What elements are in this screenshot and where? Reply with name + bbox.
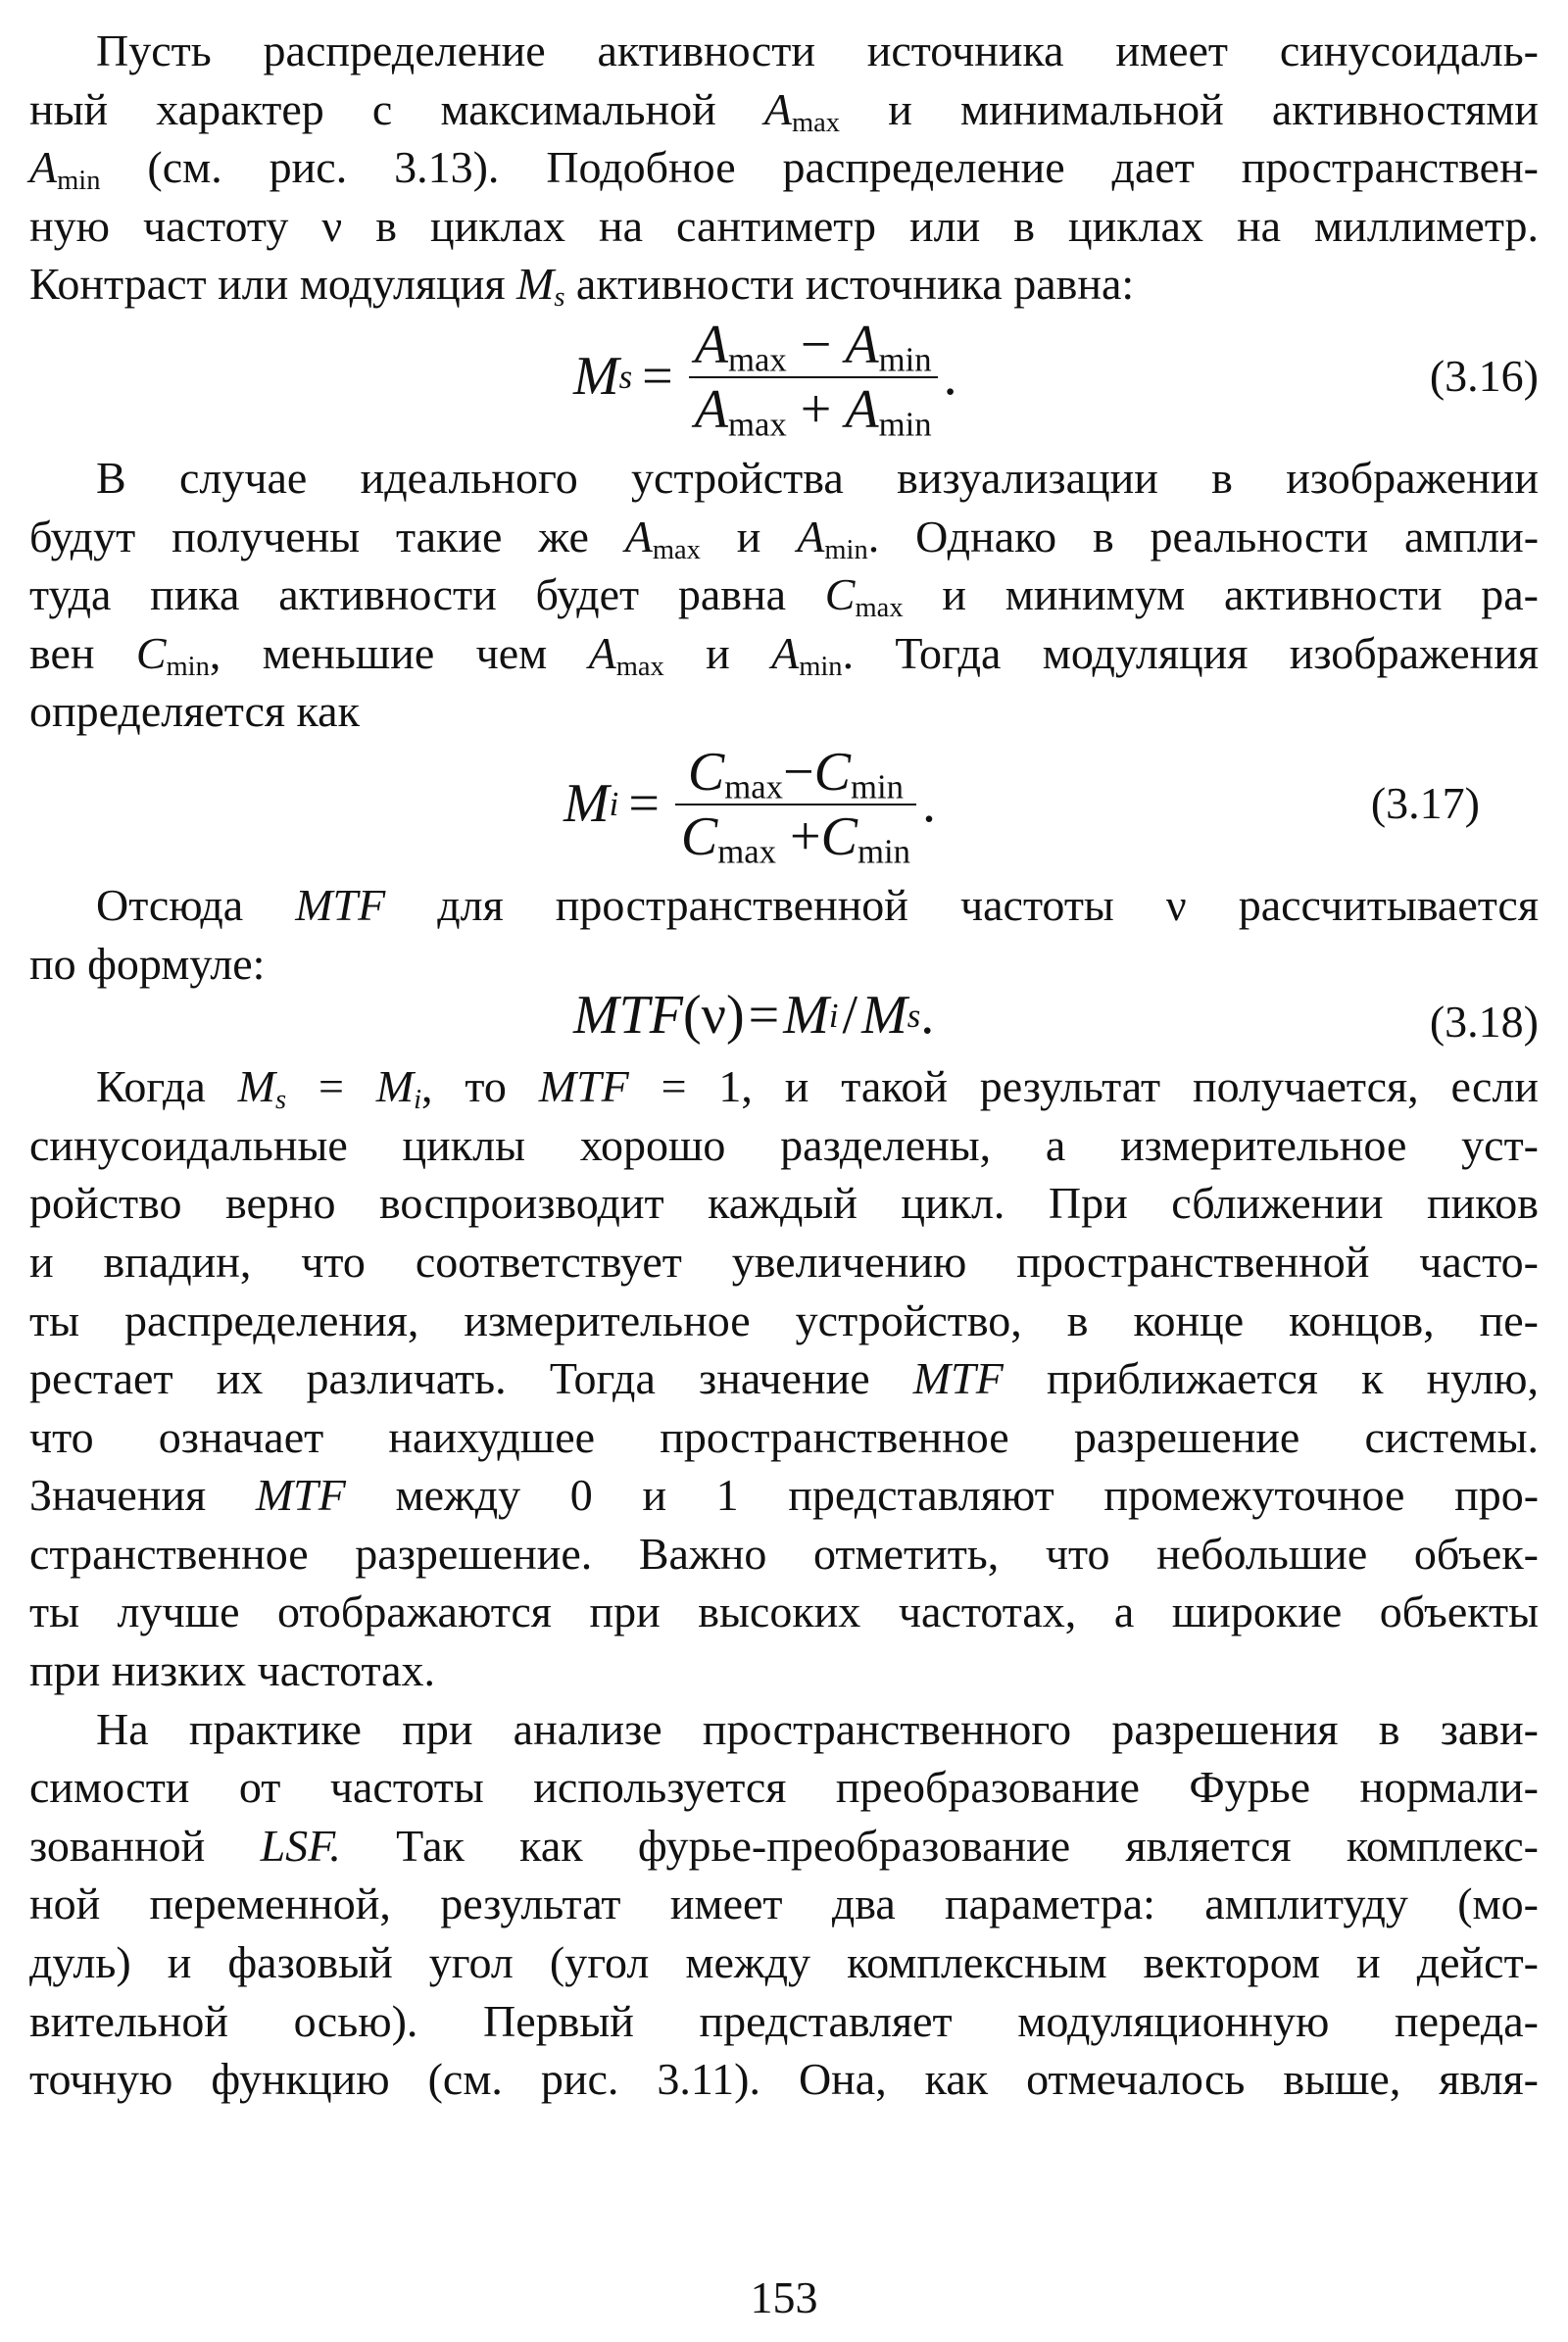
equation-body: M s = $\frac{A_{max} - A_{min}}{A_{max} + A_{min}}$ .	[573, 314, 957, 444]
text-line: Отсюда MTF для пространственной частоты ν рассчитывается	[96, 879, 1540, 930]
text-line: синусоидальные циклы хорошо разделены, а измерительное уст-	[29, 1119, 1539, 1170]
text-line: ный характер с максимальной $A_{max}$ и минимальной активностями	[29, 83, 1540, 138]
text-line: дуль) и фазовый угол (угол между комплексным вектором и дейст-	[29, 1937, 1539, 1988]
text-line: Значения MTF между 0 и 1 представляют промежуточное про-	[29, 1470, 1540, 1521]
text-line: Контраст или модуляция $M_s$ активности источника равна:	[29, 259, 1135, 314]
text-line: ной переменной, результат имеет два параметра: амплитуду (мо-	[29, 1878, 1539, 1929]
fraction: $\frac{A_{max} - A_{min}}{A_{max} + A_{min}}$	[689, 314, 938, 441]
text-line: точную функцию (см. рис. 3.11). Она, как отмечалось выше, явля-	[29, 2054, 1539, 2105]
text-line: странственное разрешение. Важно отметить, что небольшие объек-	[29, 1528, 1539, 1579]
text-line: ты лучше отображаются при высоких частотах, а широкие объекты	[29, 1586, 1539, 1637]
equation-body: MTF (ν) = M i / M s .	[573, 985, 935, 1047]
equation-body: M i = $\frac{C_{max}-C_{min}}{C_{max} +C_{min}}$ .	[564, 741, 937, 871]
equation-number: (3.18)	[1429, 997, 1539, 1048]
fraction: $\frac{C_{max}-C_{min}}{C_{max} +C_{min}}$	[675, 741, 916, 868]
equation-3-17	[29, 741, 1539, 876]
text-line: В случае идеального устройства визуализации в изображении	[96, 452, 1539, 503]
text-line: $A_{min}$ (см. рис. 3.13). Подобное распределение дает пространствен-	[29, 142, 1540, 197]
text-line: определяется как	[29, 686, 360, 737]
text-line: ты распределения, измерительное устройство, в конце концов, пе-	[29, 1294, 1539, 1345]
text-line: вен $C_{min}$, меньшие чем $A_{max}$ и $A_{min}$. Тогда модуляция изображения	[29, 627, 1540, 682]
text-line: рестает их различать. Тогда значение MTF приближается к нулю,	[29, 1353, 1540, 1404]
equation-3-16	[29, 314, 1539, 449]
page-number: 153	[750, 2272, 818, 2322]
text-line: зованной LSF. Так как фурье-преобразование является комплекс-	[29, 1820, 1539, 1871]
text-line: вительной осью). Первый представляет модуляционную переда-	[29, 1995, 1539, 2046]
text-line: при низких частотах.	[29, 1645, 436, 1696]
text-line: Когда $M_s = M_i$, то MTF = 1, и такой результат получается, если	[96, 1061, 1540, 1116]
text-line: ную частоту ν в циклах на сантиметр или в циклах на миллиметр.	[29, 200, 1539, 251]
text-line: и впадин, что соответствует увеличению пространственной часто-	[29, 1236, 1539, 1287]
text-line: На практике при анализе пространственного разрешения в зави-	[96, 1703, 1539, 1754]
text-line: по формуле:	[29, 938, 266, 989]
text-line: ройство верно воспроизводит каждый цикл. При сближении пиков	[29, 1178, 1539, 1229]
equation-number: (3.17)	[1370, 777, 1480, 828]
page-content	[29, 22, 1539, 2109]
text-line: туда пика активности будет равна $C_{max}$ и минимум активности ра-	[29, 569, 1539, 624]
equation-3-18	[29, 985, 1539, 1057]
text-line: что означает наихудшее пространственное разрешение системы.	[29, 1411, 1539, 1462]
text-line: будут получены такие же $A_{max}$ и $A_{min}$. Однако в реальности ампли-	[29, 511, 1540, 565]
text-line: Пусть распределение активности источника имеет синусоидаль-	[96, 25, 1539, 75]
equation-number: (3.16)	[1429, 350, 1539, 401]
text-line: симости от частоты используется преобразование Фурье нормали-	[29, 1762, 1539, 1813]
